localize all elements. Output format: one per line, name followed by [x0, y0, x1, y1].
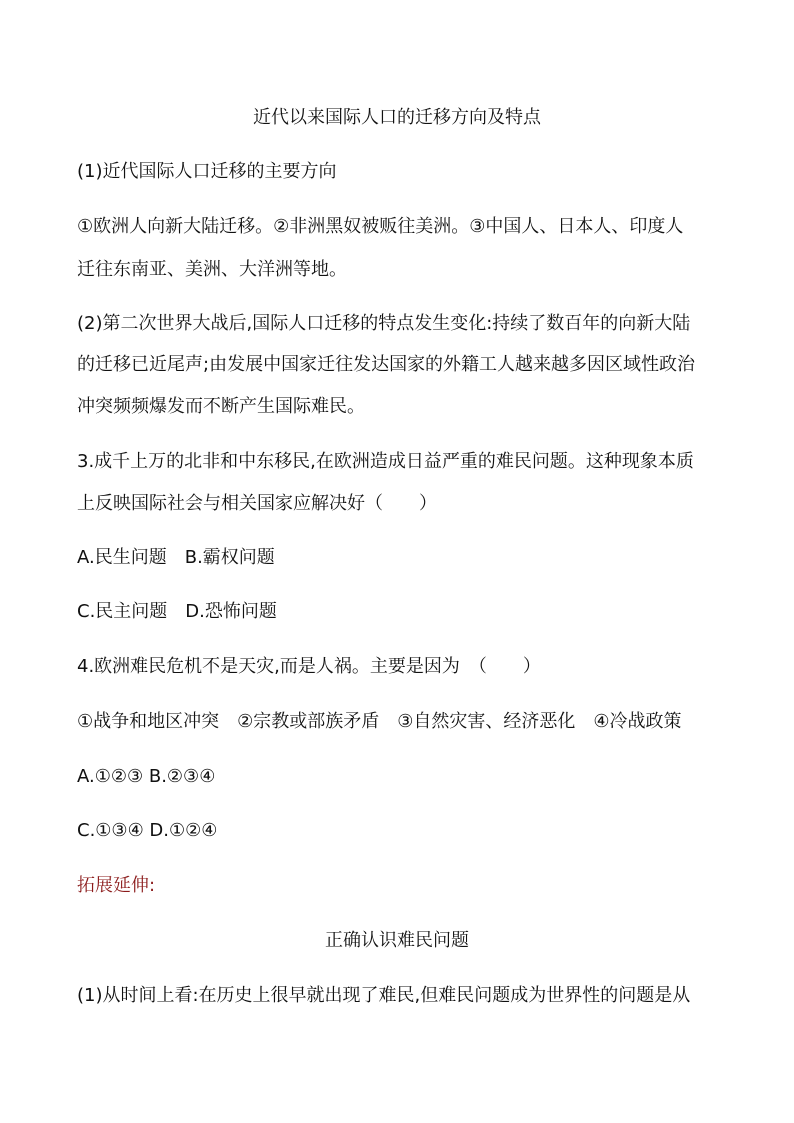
- point1-line2: 迁往东南亚、美洲、大洋洲等地。: [77, 259, 347, 280]
- question4-options-ab: A.①②③ B.②③④: [77, 766, 216, 787]
- question4-stem: 4.欧洲难民危机不是天灾,而是人祸。主要是因为 （ ）: [77, 656, 541, 677]
- question4-options-cd: C.①③④ D.①②④: [77, 820, 218, 841]
- question3-stem-line2: 上反映国际社会与相关国家应解决好（ ）: [77, 493, 437, 514]
- point1-heading: (1)近代国际人口迁移的主要方向: [77, 161, 337, 182]
- question4-items: ①战争和地区冲突 ②宗教或部族矛盾 ③自然灾害、经济恶化 ④冷战政策: [77, 711, 682, 732]
- extension-label: 拓展延伸:: [77, 875, 156, 896]
- extension-line1: (1)从时间上看:在历史上很早就出现了难民,但难民问题成为世界性的问题是从: [77, 985, 691, 1006]
- point2-line2: 的迁移已近尾声;由发展中国家迁往发达国家的外籍工人越来越多因区域性政治: [77, 354, 696, 375]
- question3-options-cd: C.民主问题 D.恐怖问题: [77, 601, 277, 622]
- point2-line3: 冲突频频爆发而不断产生国际难民。: [77, 396, 365, 417]
- question3-stem-line1: 3.成千上万的北非和中东移民,在欧洲造成日益严重的难民问题。这种现象本质: [77, 451, 694, 472]
- extension-title: 正确认识难民问题: [325, 930, 469, 951]
- section-title: 近代以来国际人口的迁移方向及特点: [253, 107, 541, 128]
- point2-line1: (2)第二次世界大战后,国际人口迁移的特点发生变化:持续了数百年的向新大陆: [77, 313, 691, 334]
- point1-line1: ①欧洲人向新大陆迁移。②非洲黑奴被贩往美洲。③中国人、日本人、印度人: [77, 216, 684, 237]
- question3-options-ab: A.民生问题 B.霸权问题: [77, 547, 275, 568]
